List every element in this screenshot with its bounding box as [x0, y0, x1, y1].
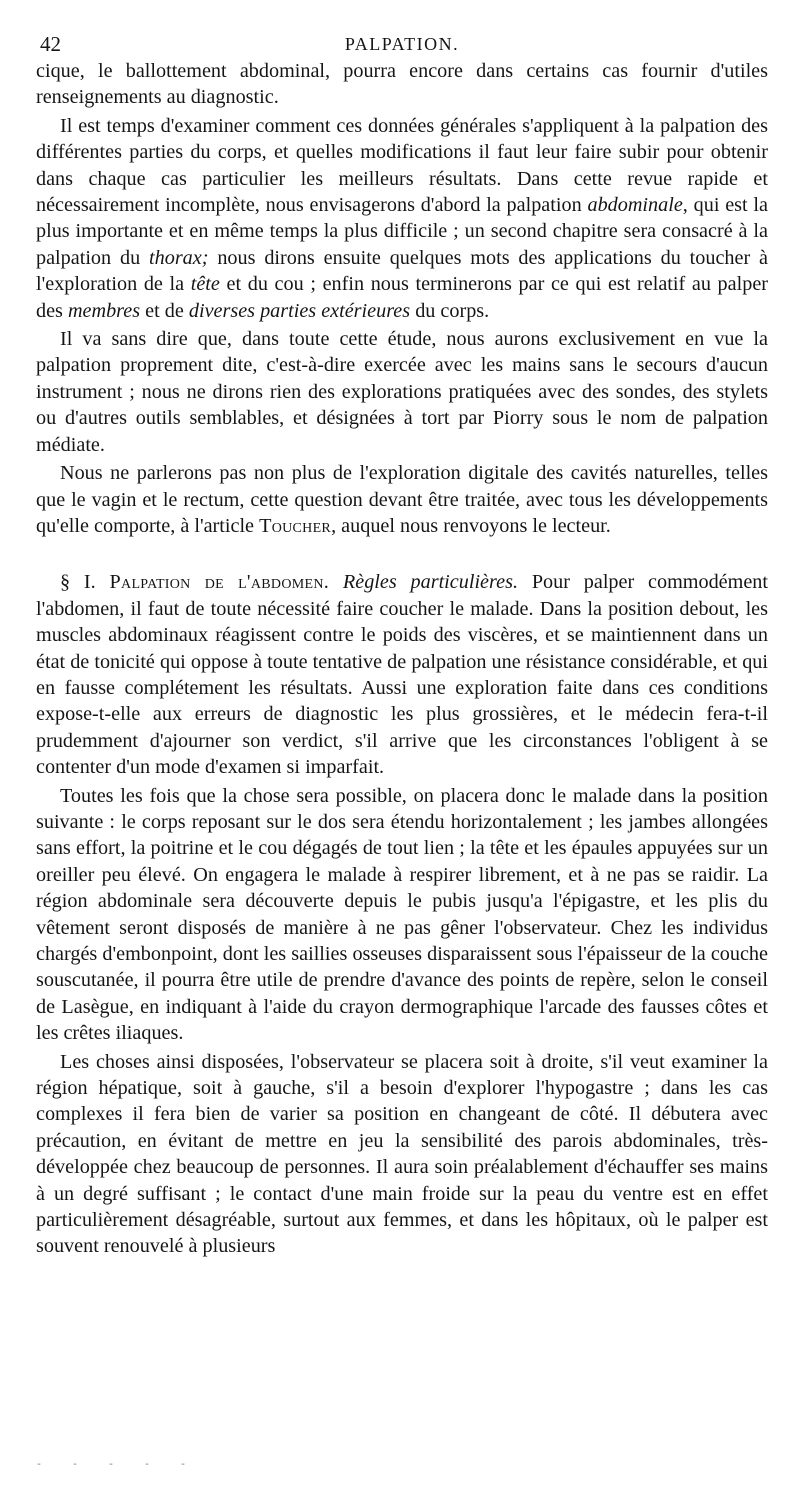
section-subheading: Règles particulières.	[342, 571, 518, 594]
italic-term-tete: tête	[190, 273, 220, 296]
section-heading: Palpation de l'abdomen.	[109, 571, 330, 594]
text-run: et du cou ; enfin nous terminerons par ce qui est relatif au palper des	[36, 273, 768, 322]
page-header	[36, 30, 768, 58]
text-run: Nous ne parlerons pas non plus de l'exploration digitale des cavités naturelles, telles que le vagin et le rectum, cette question devant être traitée, avec tous les développements qu'elle comporte, à l'article	[36, 462, 768, 537]
section-abdomen-intro	[36, 569, 768, 780]
italic-term-thorax: thorax;	[149, 246, 209, 269]
italic-term-membres: membres	[67, 299, 141, 322]
text-run: Pour palper commodément l'abdomen, il faut de toute nécessité faire coucher le malade. Dans la position debout, les muscles abdominaux réagissent contre le poids des viscères, et se maintiennent dans un état de tonicité qui oppose à toute tentative de palpation une résistance considérable, et qui en fausse complétement les résultats. Aussi une exploration faite dans ces conditions expose-t-elle aux erreurs de diagnostic les plus grossières, et le médecin fera-t-il prudemment d'ajourner son verdict, s'il arrive que les circonstances l'obligent à se contenter d'un mode d'examen si imparfait.	[36, 571, 768, 779]
text-run: nous dirons ensuite quelques mots des applications du toucher à l'exploration de la	[36, 246, 768, 296]
paragraph-position: Toutes les fois que la chose sera possible, on placera donc le malade dans la position suivante : le corps reposant sur le dos sera étendu horizontalement ; les jambes allongées sans effort, la poitrine et le cou dégagés de tout lien ; la tête et les épaules appuyées sur un oreiller peu élevé. On engagera le malade à respirer librement, et à ne pas se raidir. La région abdominale sera découverte depuis le pubis jusqu'a l'épigastre, et les plis du vêtement seront disposés de manière à ne pas gêner l'observateur. Chez les individus chargés d'embonpoint, dont les saillies osseuses disparaissent sous l'épaisseur de la couche souscutanée, il pourra être utile de prendre d'avance des points de repère, selon le conseil de Lasègue, en indiquant à l'aide du crayon dermographique l'arcade des fausses côtes et les crêtes iliaques.	[36, 784, 768, 1045]
page-number: 42	[40, 32, 61, 56]
text-run: et de	[140, 299, 189, 322]
text-run: , auquel nous renvoyons le lecteur.	[331, 514, 611, 537]
text-run: Il est temps d'examiner comment ces données générales s'appliquent à la palpation des différentes parties du corps, et quelles modifications il faut leur faire subir pour obtenir dans chaque cas particulier les meilleurs résultats. Dans cette revue rapide et nécessairement incomplète, nous envisagerons d'abord la palpation	[36, 114, 768, 217]
footer-marks: - - - - -	[36, 1460, 199, 1471]
paragraph-exclusion	[36, 460, 768, 539]
text-run: du corps.	[410, 299, 490, 322]
book-page	[36, 30, 768, 1260]
body-text	[36, 58, 768, 1260]
cross-reference-toucher: Toucher	[259, 514, 332, 537]
running-title: PALPATION.	[344, 34, 460, 54]
section-mark: § I.	[60, 571, 110, 594]
paragraph-continuation: cique, le ballottement abdominal, pourra encore dans certains cas fournir d'utiles renseignements au diagnostic.	[36, 60, 768, 109]
paragraph-observer: Les choses ainsi disposées, l'observateur se placera soit à droite, s'il veut examiner la région hépatique, soit à gauche, s'il a besoin d'explorer l'hypogastre ; dans les cas complexes il fera bien de varier sa position en changeant de côté. Il débutera avec précaution, en évitant de mettre en jeu la sensibilité des parois abdominales, très-développée chez beaucoup de personnes. Il aura soin préalablement d'échauffer ses mains à un degré suffisant ; le contact d'une main froide sur la peau du ventre est en effet particulièrement désagréable, surtout aux femmes, et dans les hôpitaux, où le palper est souvent renouvelé à plusieurs	[36, 1050, 768, 1258]
text-run: , qui est la plus importante et en même temps la plus difficile ; un second chapitre sera consacré à la palpation du	[36, 194, 768, 269]
paragraph-overview	[36, 113, 768, 324]
italic-term-parties-exterieures: diverses parties extérieures	[188, 299, 411, 322]
paragraph-scope: Il va sans dire que, dans toute cette étude, nous aurons exclusivement en vue la palpation proprement dite, c'est-à-dire exercée avec les mains sans le secours d'aucun instrument ; nous ne dirons rien des explorations pratiquées avec des sondes, des stylets ou d'autres outils semblables, et désignées à tort par Piorry sous le nom de palpation médiate.	[36, 328, 768, 456]
italic-term-abdominale: abdominale	[587, 194, 683, 217]
